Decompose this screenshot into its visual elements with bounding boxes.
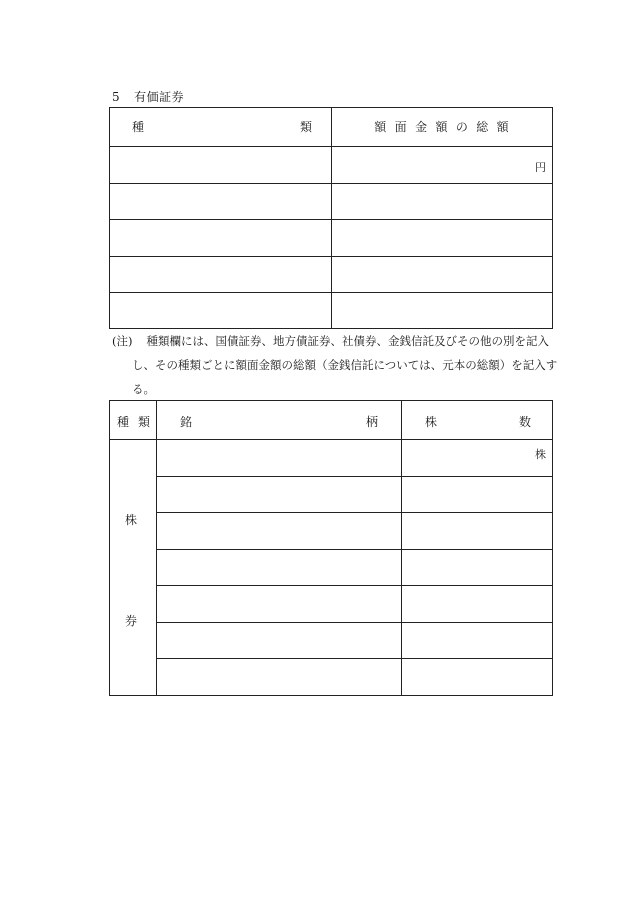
note-line-2: し、その種類ごとに額面金額の総額（金銭信託については、元本の総額）を記入す (132, 358, 558, 372)
category-stock-char-2: 券 (125, 614, 138, 628)
note-line-3: る。 (132, 382, 155, 396)
header-divider (110, 146, 552, 147)
header-type-char-1: 種 (117, 415, 130, 429)
section-number: 5 (112, 90, 121, 104)
row-divider (110, 292, 552, 293)
column-divider (401, 401, 402, 695)
note-text-1: 種類欄には、国債証券、地方債証券、社債券、金銭信託及びその他の別を記入 (146, 334, 549, 348)
header-shares-char-1: 株 (425, 415, 438, 429)
row-divider (110, 183, 552, 184)
row-divider (156, 658, 552, 659)
column-divider (331, 108, 332, 328)
section-title: 有価証券 (134, 90, 185, 104)
note-label: (注) (112, 334, 133, 348)
row-divider (110, 256, 552, 257)
row-divider (156, 512, 552, 513)
header-type-char-2: 類 (299, 120, 312, 134)
column-divider (156, 401, 157, 695)
unit-yen: 円 (535, 161, 546, 174)
row-divider (156, 622, 552, 623)
header-name-char-2: 柄 (366, 415, 379, 429)
note-line-1 (112, 331, 549, 351)
header-type-char-1: 種 (132, 120, 145, 134)
stocks-table (109, 400, 553, 696)
header-type-char-2: 類 (138, 415, 151, 429)
row-divider (156, 585, 552, 586)
row-divider (110, 219, 552, 220)
securities-table (109, 107, 553, 329)
unit-shares: 株 (535, 448, 546, 461)
header-name-char-1: 銘 (180, 415, 193, 429)
header-shares-char-2: 数 (519, 415, 532, 429)
header-divider (110, 439, 552, 440)
row-divider (156, 476, 552, 477)
row-divider (156, 549, 552, 550)
category-stock-char-1: 株 (125, 513, 138, 527)
section-heading (112, 88, 184, 105)
header-total-face-value: 額面金額の総額 (374, 120, 518, 134)
